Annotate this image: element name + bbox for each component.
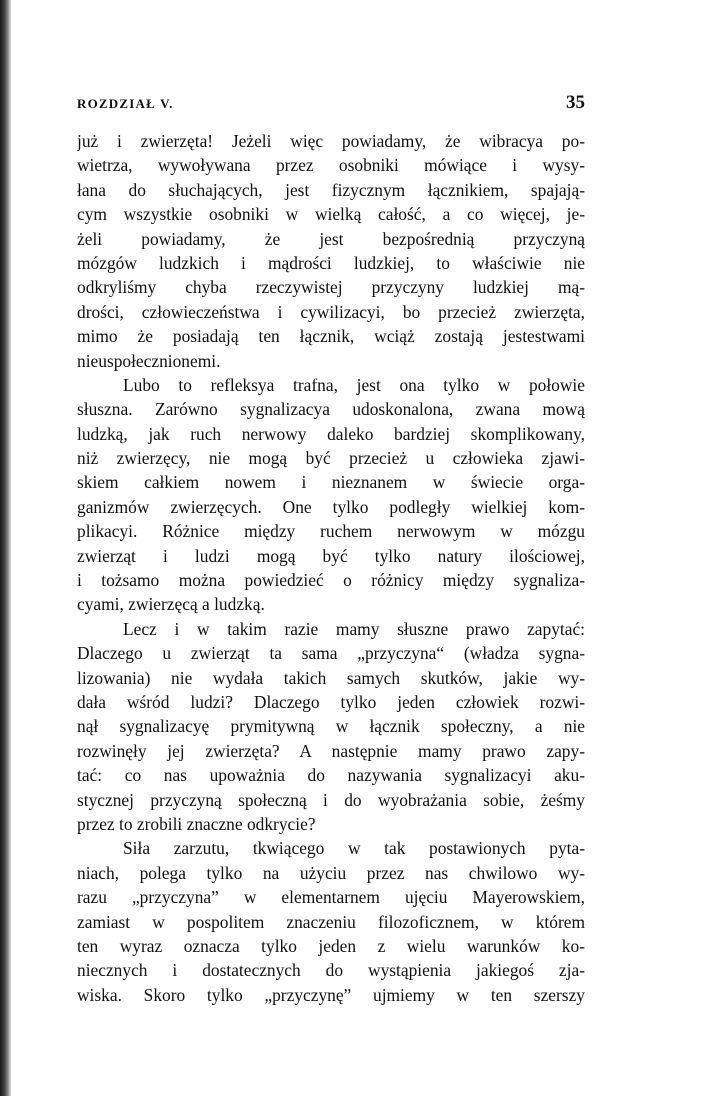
text-line: nieuspołecznionemi. <box>77 350 221 371</box>
text-line: już i zwierzęta! Jeżeli więc powiadamy, że wibracya po- <box>77 131 585 151</box>
text-line: ludzką, jak ruch nerwowy daleko bardziej skomplikowany, <box>77 423 585 444</box>
text-line: niż zwierzęcy, nie mogą być przecież u człowieka zjawi- <box>77 448 585 469</box>
running-head: ROZDZIAŁ V. <box>77 96 174 111</box>
text-line: nął sygnalizacyę prymitywną w łącznik społeczny, a nie <box>77 716 585 737</box>
text-line: mimo że posiadają ten łącznik, wciąż zostają jestestwami <box>77 326 585 347</box>
paragraph-first-line: Lecz i w takim razie mamy słuszne prawo zapytać: <box>123 618 585 639</box>
text-line: niach, polega tylko na użyciu przez nas chwilowo wy- <box>77 862 585 883</box>
paragraph-first-line: Lubo to refleksya trafna, jest ona tylko w połowie <box>123 374 585 395</box>
text-line: stycznej przyczyną społeczną i do wyobrażania sobie, żeśmy <box>77 789 585 810</box>
text-line: zwierząt i ludzi mogą być tylko natury ilościowej, <box>77 545 585 566</box>
text-line: zamiast w pospolitem znaczeniu filozoficznem, w którem <box>77 911 585 932</box>
text-line: Dlaczego u zwierząt ta sama „przyczyna“ (władza sygna- <box>77 643 585 664</box>
text-line: ten wyraz oznacza tylko jeden z wielu warunków ko- <box>77 935 585 956</box>
text-line: żeli powiadamy, że jest bezpośrednią przyczyną <box>77 228 585 249</box>
text-line: cyami, zwierzęcą a ludzką. <box>77 594 265 615</box>
text-line: rozwinęły jej zwierzęta? A następnie mamy prawo zapy- <box>77 740 585 761</box>
text-line: cym wszystkie osobniki w wielką całość, a co więcej, je- <box>77 204 585 225</box>
page-binding-edge <box>0 0 11 1096</box>
text-line: słuszna. Zarówno sygnalizacya udoskonalona, zwana mową <box>77 399 585 420</box>
text-line: wiska. Skoro tylko „przyczynę” ujmiemy w ten szerszy <box>77 984 585 1005</box>
text-line: drości, człowieczeństwa i cywilizacyi, bo przecież zwierzęta, <box>77 301 585 322</box>
text-line: wietrza, wywoływana przez osobniki mówiące i wysy- <box>77 155 585 176</box>
text-line: lizowania) nie wydała takich samych skutków, jakie wy- <box>77 667 585 688</box>
body-text <box>77 129 585 1007</box>
text-line: tać: co nas upoważnia do nazywania sygnalizacyi aku- <box>77 765 585 786</box>
page-header <box>77 94 585 114</box>
text-line: ganizmów zwierzęcych. One tylko podległy wielkiej kom- <box>77 496 585 517</box>
text-line: plikacyi. Różnice między ruchem nerwowym w mózgu <box>77 521 585 542</box>
text-line: łana do słuchających, jest fizycznym łącznikiem, spajają- <box>77 179 585 200</box>
text-line: niecznych i dostatecznych do wystąpienia jakiegoś zja- <box>77 960 585 981</box>
paragraph-first-line: Siła zarzutu, tkwiącego w tak postawionych pyta- <box>123 838 585 859</box>
text-line: razu „przyczyna” w elementarnem ujęciu Mayerowskiem, <box>77 887 585 908</box>
text-line: mózgów ludzkich i mądrości ludzkiej, to właściwie nie <box>77 252 585 273</box>
page-number: 35 <box>566 92 585 113</box>
text-line: skiem całkiem nowem i nieznanem w świecie orga- <box>77 472 585 493</box>
book-page <box>77 0 585 1096</box>
text-line: odkryliśmy chyba rzeczywistej przyczyny ludzkiej mą- <box>77 277 585 298</box>
text-line: dała wśród ludzi? Dlaczego tylko jeden człowiek rozwi- <box>77 691 585 712</box>
text-line: przez to zrobili znaczne odkrycie? <box>77 813 316 834</box>
text-line: i tożsamo można powiedzieć o różnicy między sygnaliza- <box>77 570 585 591</box>
